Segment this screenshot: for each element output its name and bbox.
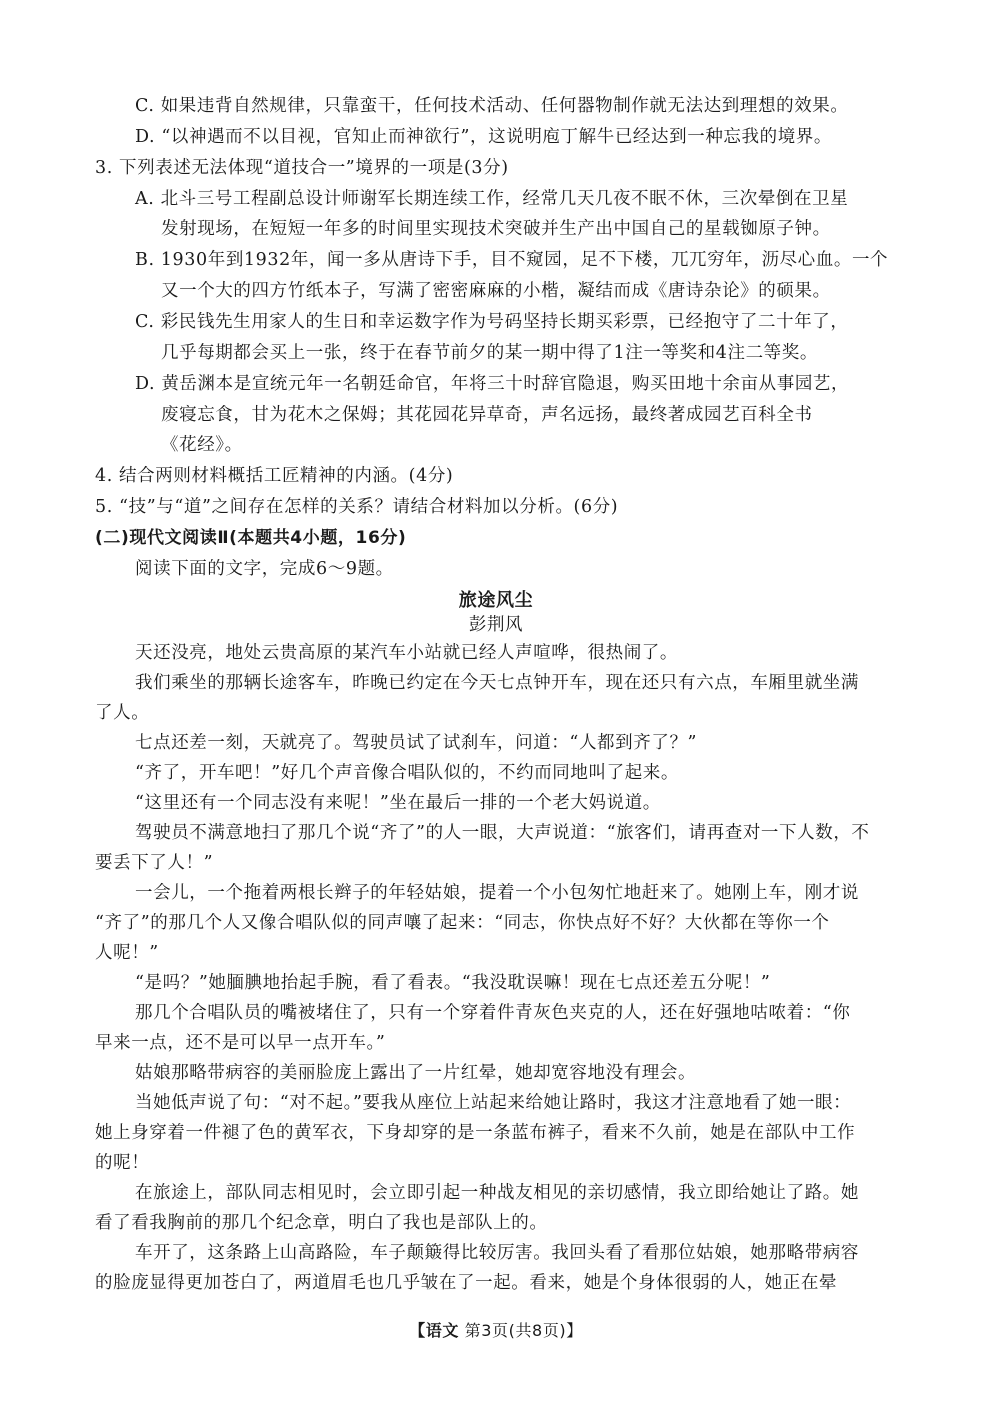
q3-option-d-line-3: 《花经》。: [161, 435, 243, 455]
q2-option-c: C. 如果违背自然规律，只靠蛮干，任何技术活动、任何器物制作就无法达到理想的效果。: [135, 96, 849, 116]
section-heading: (二)现代文阅读Ⅱ(本题共4小题，16分): [95, 528, 407, 548]
story-line: 的脸庞显得更加苍白了，两道眉毛也几乎皱在了一起。看来，她是个身体很弱的人，她正在晕: [95, 1273, 838, 1293]
q3-option-d-line-1: D. 黄岳渊本是宣统元年一名朝廷命官，年将三十时辞官隐退，购买田地十余亩从事园艺，: [135, 374, 850, 394]
q2-option-d: D. “以神遇而不以目视，官知止而神欲行”，这说明庖丁解牛已经达到一种忘我的境界。: [135, 127, 833, 147]
story-line: 看了看我胸前的那几个纪念章，明白了我也是部队上的。: [95, 1213, 548, 1233]
q3-option-a-line-2: 发射现场，在短短一年多的时间里实现技术突破并生产出中国自己的星载铷原子钟。: [161, 219, 831, 239]
q3-option-c-line-2: 几乎每期都会买上一张，终于在春节前夕的某一期中得了1注一等奖和4注二等奖。: [161, 343, 818, 363]
question-3-stem: 3. 下列表述无法体现“道技合一”境界的一项是(3分): [95, 158, 509, 178]
story-line: 七点还差一刻，天就亮了。驾驶员试了试刹车，问道：“人都到齐了？”: [135, 733, 698, 753]
story-line: 的呢！: [95, 1153, 150, 1173]
story-line: “齐了”的那几个人又像合唱队似的同声嚷了起来：“同志，你快点好不好？大伙都在等你一个: [95, 913, 830, 933]
footer-page-number: 第3页(共8页)】: [464, 1321, 583, 1340]
question-5: 5. “技”与“道”之间存在怎样的关系？请结合材料加以分析。(6分): [95, 497, 619, 517]
story-line: “是吗？”她腼腆地抬起手腕，看了看表。“我没耽误嘛！现在七点还差五分呢！”: [135, 973, 771, 993]
story-line: 当她低声说了句：“对不起。”要我从座位上站起来给她让路时，我这才注意地看了她一眼：: [135, 1093, 852, 1113]
story-author: 彭荆风: [468, 615, 524, 635]
q3-option-d-line-2: 废寝忘食，甘为花木之保姆；其花园花异草奇，声名远扬，最终著成园艺百科全书: [161, 405, 813, 425]
page-footer: [0, 1319, 992, 1343]
section-instruction: 阅读下面的文字，完成6～9题。: [135, 559, 394, 579]
story-line: 一会儿，一个拖着两根长辫子的年轻姑娘，提着一个小包匆忙地赶来了。她刚上车，刚才说: [135, 883, 859, 903]
story-line: 驾驶员不满意地扫了那几个说“齐了”的人一眼，大声说道：“旅客们，请再查对一下人数，不: [135, 823, 870, 843]
story-line: 她上身穿着一件褪了色的黄军衣，下身却穿的是一条蓝布裤子，看来不久前，她是在部队中工作: [95, 1123, 856, 1143]
story-line: 我们乘坐的那辆长途客车，昨晚已约定在今天七点钟开车，现在还只有六点，车厢里就坐满: [135, 673, 859, 693]
story-line: 车开了，这条路上山高路险，车子颠簸得比较厉害。我回头看了看那位姑娘，她那略带病容: [135, 1243, 859, 1263]
story-line: 姑娘那略带病容的美丽脸庞上露出了一片红晕，她却宽容地没有理会。: [135, 1063, 697, 1083]
story-line: 天还没亮，地处云贵高原的某汽车小站就已经人声喧哗，很热闹了。: [135, 643, 678, 663]
story-line: 那几个合唱队员的嘴被堵住了，只有一个穿着件青灰色夹克的人，还在好强地咕哝着：“你: [135, 1003, 851, 1023]
story-line: 在旅途上，部队同志相见时，会立即引起一种战友相见的亲切感情，我立即给她让了路。她: [135, 1183, 859, 1203]
q3-option-b-line-2: 又一个大的四方竹纸本子，写满了密密麻麻的小楷，凝结而成《唐诗杂论》的硕果。: [161, 281, 831, 301]
story-title: 旅途风尘: [458, 590, 534, 611]
story-line: 要丢下了人！”: [95, 853, 214, 873]
question-4: 4. 结合两则材料概括工匠精神的内涵。(4分): [95, 466, 454, 486]
q3-option-b-line-1: B. 1930年到1932年，闻一多从唐诗下手，目不窥园，足不下楼，兀兀穷年，沥尽心血。一个: [135, 250, 889, 270]
q3-option-c-line-1: C. 彩民钱先生用家人的生日和幸运数字作为号码坚持长期买彩票，已经抱守了二十年了，: [135, 312, 849, 332]
story-line: 早来一点，还不是可以早一点开车。”: [95, 1033, 386, 1053]
story-line: “齐了，开车吧！”好几个声音像合唱队似的，不约而同地叫了起来。: [135, 763, 679, 783]
q3-option-a-line-1: A. 北斗三号工程副总设计师谢军长期连续工作，经常几天几夜不眠不休，三次晕倒在卫星: [135, 189, 849, 209]
story-line: 人呢！”: [95, 943, 159, 963]
footer-subject: 【语文: [409, 1321, 459, 1340]
story-line: “这里还有一个同志没有来呢！”坐在最后一排的一个老大妈说道。: [135, 793, 661, 813]
story-line: 了人。: [95, 703, 150, 723]
